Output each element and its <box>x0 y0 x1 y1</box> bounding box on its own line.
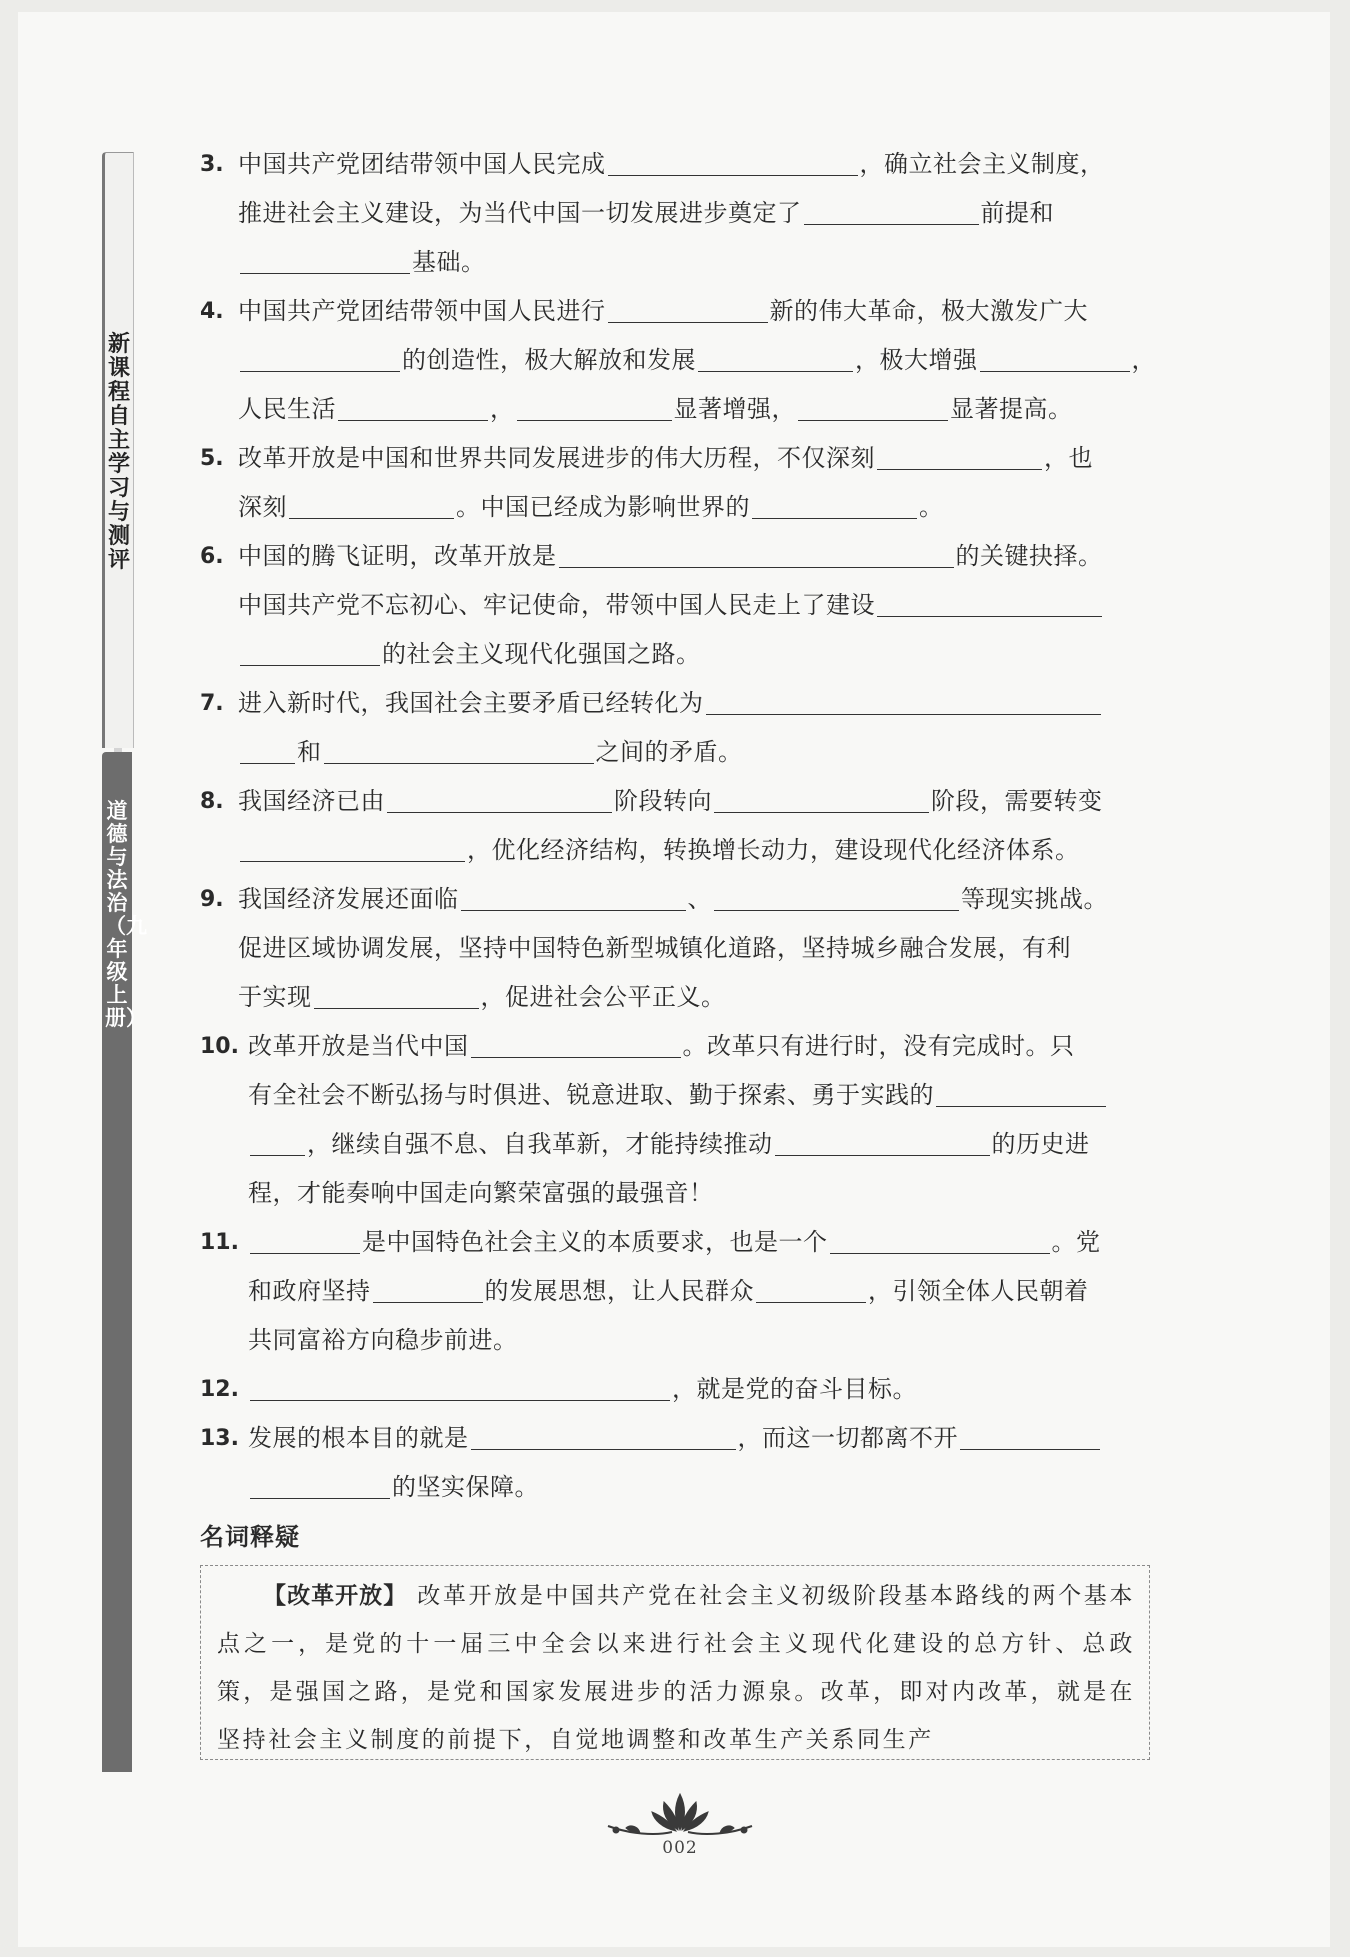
fill-in-blank[interactable] <box>756 1272 866 1303</box>
question-text: 中国共产党不忘初心、牢记使命，带领中国人民走上了建设 <box>238 591 875 619</box>
question-text: 阶段，需要转变 <box>931 787 1103 815</box>
fill-in-blank[interactable] <box>608 292 768 323</box>
question-text: 等现实挑战。 <box>961 885 1108 913</box>
fill-in-blank[interactable] <box>559 537 954 568</box>
question-text: 的关键抉择。 <box>955 542 1103 570</box>
question-text: 显著提高。 <box>950 395 1073 423</box>
question-text: ，继续自强不息、自我革新，才能持续推动 <box>307 1130 773 1158</box>
question-text: 的创造性，极大解放和发展 <box>402 346 696 374</box>
fill-in-blank[interactable] <box>240 341 400 372</box>
question-line <box>248 1463 1170 1512</box>
question-text: ，就是党的奋斗目标。 <box>672 1375 917 1403</box>
fill-in-blank[interactable] <box>324 733 594 764</box>
question-line <box>238 483 1170 532</box>
fill-in-blank[interactable] <box>373 1272 483 1303</box>
fill-in-blank[interactable] <box>240 733 295 764</box>
question-number: 12. <box>200 1377 239 1402</box>
question-text: ，也 <box>1044 444 1093 472</box>
question-line <box>238 924 1170 973</box>
question-item <box>200 140 1170 287</box>
fill-in-blank[interactable] <box>804 194 979 225</box>
question-text: 显著增强， <box>673 395 796 423</box>
fill-in-blank[interactable] <box>240 635 380 666</box>
question-item <box>200 287 1170 434</box>
fill-in-blank[interactable] <box>980 341 1130 372</box>
question-text: ， <box>490 395 515 423</box>
question-text: ，而这一切都离不开 <box>737 1424 958 1452</box>
question-item <box>200 1365 1170 1414</box>
question-text: 和 <box>297 738 322 766</box>
question-number: 13. <box>200 1426 239 1451</box>
question-text: 程，才能奏响中国走向繁荣富强的最强音！ <box>248 1179 714 1207</box>
question-number: 3. <box>200 152 224 177</box>
question-item <box>200 1218 1170 1365</box>
question-item <box>200 1414 1170 1512</box>
question-number: 11. <box>200 1230 239 1255</box>
question-text: 新的伟大革命，极大激发广大 <box>769 297 1088 325</box>
question-line <box>248 1316 1170 1365</box>
fill-in-blank[interactable] <box>250 1223 360 1254</box>
spine-subject-tab <box>102 752 147 1772</box>
fill-in-blank[interactable] <box>877 439 1042 470</box>
question-text: 我国经济已由 <box>238 787 385 815</box>
explanation-text: 改革开放是中国共产党在社会主义初级阶段基本路线的两个基本点之一，是党的十一届三中全会以来进行社会主义现代化建设的总方针、总政策，是强国之路，是党和国家发展进步的活力源泉。改革，即对内改革，就是在坚持社会主义制度的前提下，自觉地调整和改革生产关系同生产 <box>217 1583 1135 1753</box>
question-text: 中国的腾飞证明，改革开放是 <box>238 542 557 570</box>
question-line <box>238 728 1170 777</box>
question-text: 。 <box>919 493 944 521</box>
question-line <box>238 434 1170 483</box>
question-text: 改革开放是当代中国 <box>248 1032 469 1060</box>
question-line <box>248 1365 1170 1414</box>
fill-in-blank[interactable] <box>517 390 672 421</box>
question-item <box>200 875 1170 1022</box>
question-text: 基础。 <box>412 248 486 276</box>
fill-in-blank[interactable] <box>714 880 959 911</box>
question-line <box>238 973 1170 1022</box>
question-number: 5. <box>200 446 224 471</box>
question-text: ，引领全体人民朝着 <box>868 1277 1089 1305</box>
fill-in-blank[interactable] <box>608 145 858 176</box>
fill-in-blank[interactable] <box>830 1223 1050 1254</box>
question-list <box>200 140 1170 1512</box>
question-item <box>200 434 1170 532</box>
question-line <box>248 1022 1170 1071</box>
question-text: 的历史进 <box>991 1130 1090 1158</box>
question-line <box>238 385 1170 434</box>
question-text: 之间的矛盾。 <box>595 738 743 766</box>
question-text: 的坚实保障。 <box>392 1473 539 1501</box>
fill-in-blank[interactable] <box>698 341 853 372</box>
question-line <box>238 336 1170 385</box>
question-number: 9. <box>200 887 224 912</box>
question-text: 。改革只有进行时，没有完成时。只 <box>682 1032 1075 1060</box>
question-text: 人民生活 <box>238 395 336 423</box>
question-number: 10. <box>200 1034 239 1059</box>
fill-in-blank[interactable] <box>775 1125 990 1156</box>
page-number: 002 <box>662 1838 698 1858</box>
question-text: 。中国已经成为影响世界的 <box>456 493 750 521</box>
fill-in-blank[interactable] <box>461 880 686 911</box>
question-line <box>238 826 1170 875</box>
fill-in-blank[interactable] <box>471 1419 736 1450</box>
question-text: 进入新时代，我国社会主要矛盾已经转化为 <box>238 689 704 717</box>
question-text: 促进区域协调发展，坚持中国特色新型城镇化道路，坚持城乡融合发展，有利 <box>238 934 1071 962</box>
fill-in-blank[interactable] <box>798 390 948 421</box>
section-title: 名词释疑 <box>200 1523 300 1551</box>
fill-in-blank[interactable] <box>936 1076 1106 1107</box>
spine-series-tab <box>102 152 134 748</box>
question-text: ，确立社会主义制度， <box>859 150 1105 178</box>
question-line <box>238 287 1170 336</box>
question-line <box>238 581 1170 630</box>
question-line <box>248 1267 1170 1316</box>
question-text: ，促进社会公平正义。 <box>480 983 726 1011</box>
question-item <box>200 1022 1170 1218</box>
page-footer <box>600 1790 760 1865</box>
question-text: 于实现 <box>238 983 312 1011</box>
fill-in-blank[interactable] <box>314 978 479 1009</box>
explanation-box <box>200 1565 1150 1760</box>
fill-in-blank[interactable] <box>250 1125 305 1156</box>
question-text: 发展的根本目的就是 <box>248 1424 469 1452</box>
question-text: 是中国特色社会主义的本质要求，也是一个 <box>362 1228 828 1256</box>
question-text: 和政府坚持 <box>248 1277 371 1305</box>
question-number: 8. <box>200 789 224 814</box>
question-item <box>200 777 1170 875</box>
fill-in-blank[interactable] <box>289 488 454 519</box>
question-line <box>248 1414 1170 1463</box>
question-line <box>248 1169 1170 1218</box>
question-line <box>238 140 1170 189</box>
fill-in-blank[interactable] <box>250 1468 390 1499</box>
fill-in-blank[interactable] <box>706 684 1101 715</box>
question-line <box>238 630 1170 679</box>
question-text: ，极大增强 <box>855 346 978 374</box>
question-line <box>238 532 1170 581</box>
question-number: 6. <box>200 544 224 569</box>
question-text: 我国经济发展还面临 <box>238 885 459 913</box>
question-text: 中国共产党团结带领中国人民进行 <box>238 297 606 325</box>
question-line <box>248 1218 1170 1267</box>
question-line <box>238 189 1170 238</box>
question-line <box>238 875 1170 924</box>
question-text: 、 <box>687 885 712 913</box>
question-text: 共同富裕方向稳步前进。 <box>248 1326 518 1354</box>
question-line <box>248 1071 1170 1120</box>
fill-in-blank[interactable] <box>471 1027 681 1058</box>
question-item <box>200 679 1170 777</box>
subject-title: 道德与法治（九年级上册） <box>105 799 147 1030</box>
question-text: ，优化经济结构，转换增长动力，建设现代化经济体系。 <box>467 836 1080 864</box>
question-line <box>238 679 1170 728</box>
fill-in-blank[interactable] <box>240 243 410 274</box>
question-line <box>248 1120 1170 1169</box>
explanation-term: 【改革开放】 <box>263 1583 408 1609</box>
fill-in-blank[interactable] <box>240 831 465 862</box>
question-text: 有全社会不断弘扬与时俱进、锐意进取、勤于探索、勇于实践的 <box>248 1081 934 1109</box>
series-title: 新课程自主学习与测评 <box>107 332 130 573</box>
question-text: 的社会主义现代化强国之路。 <box>382 640 701 668</box>
question-text: 推进社会主义建设，为当代中国一切发展进步奠定了 <box>238 199 802 227</box>
fill-in-blank[interactable] <box>387 782 612 813</box>
fill-in-blank[interactable] <box>714 782 929 813</box>
question-line <box>238 238 1170 287</box>
question-text: 的发展思想，让人民群众 <box>484 1277 754 1305</box>
fill-in-blank[interactable] <box>877 586 1102 617</box>
fill-in-blank[interactable] <box>752 488 917 519</box>
question-text: 阶段转向 <box>614 787 712 815</box>
question-number: 7. <box>200 691 224 716</box>
question-text: 改革开放是中国和世界共同发展进步的伟大历程，不仅深刻 <box>238 444 875 472</box>
question-text: ， <box>1131 346 1156 374</box>
question-text: 前提和 <box>980 199 1054 227</box>
floral-ornament-icon <box>600 1790 760 1838</box>
question-line <box>238 777 1170 826</box>
question-text: 中国共产党团结带领中国人民完成 <box>238 150 606 178</box>
fill-in-blank[interactable] <box>960 1419 1100 1450</box>
question-text: 。党 <box>1051 1228 1101 1256</box>
question-item <box>200 532 1170 679</box>
fill-in-blank[interactable] <box>250 1370 670 1401</box>
question-text: 深刻 <box>238 493 287 521</box>
fill-in-blank[interactable] <box>338 390 488 421</box>
question-number: 4. <box>200 299 224 324</box>
